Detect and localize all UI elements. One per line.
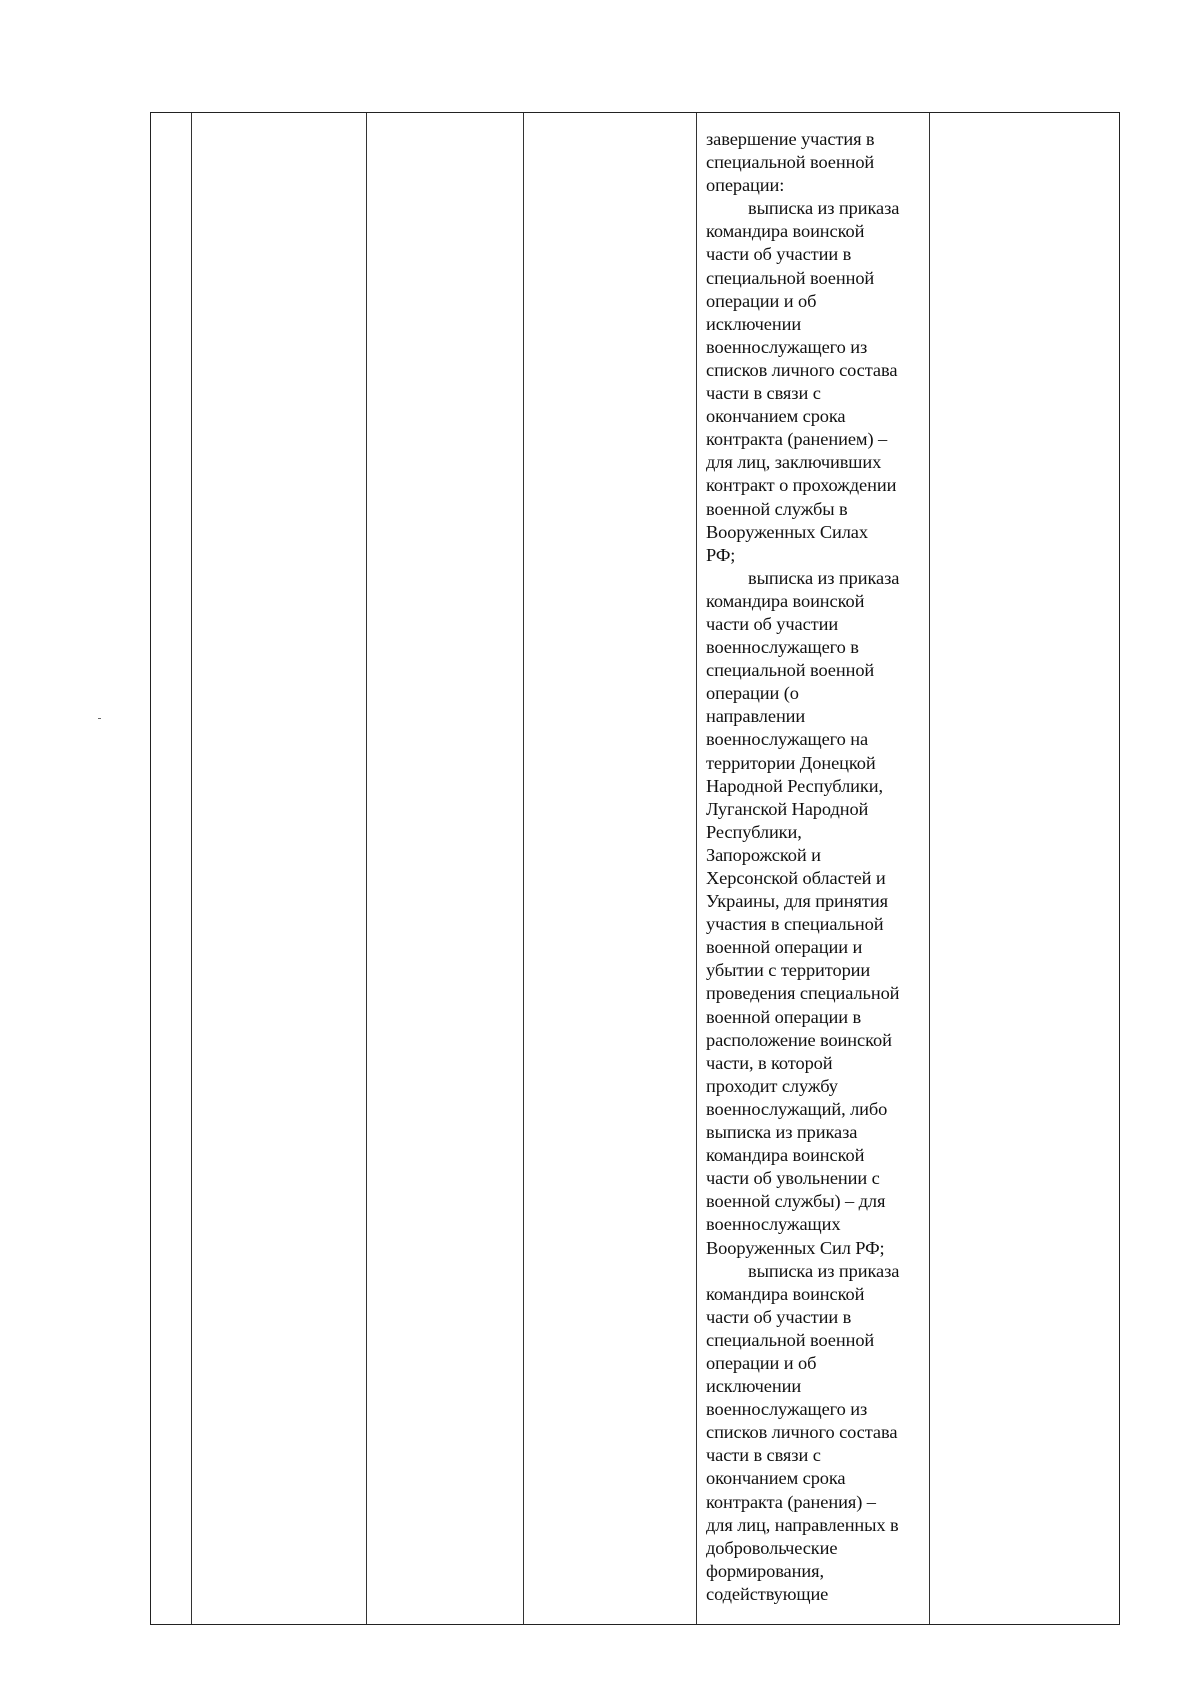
text-line: специальной военной: [706, 152, 875, 173]
text-line: Украины, для принятия: [706, 891, 888, 912]
text-line: убытии с территории: [706, 960, 871, 981]
text-line: участия в специальной: [706, 914, 884, 935]
column-divider-1: [191, 113, 192, 1624]
text-line: военнослужащего в: [706, 637, 859, 658]
text-line: части об участии: [706, 613, 839, 634]
text-line: военной операции в: [706, 1006, 862, 1027]
text-line: выписка из приказа: [706, 1122, 858, 1143]
table: [150, 112, 1120, 1625]
text-line: операции (о: [706, 683, 799, 704]
text-line: для лиц, заключивших: [706, 452, 882, 473]
text-line: военнослужащего из: [706, 336, 868, 357]
text-line: направлении: [706, 706, 806, 727]
text-line: завершение участия в: [706, 129, 875, 149]
text-line: командира воинской: [706, 1145, 865, 1166]
text-line: исключении: [706, 1376, 802, 1397]
text-line: окончанием срока: [706, 1468, 846, 1489]
text-line: списков личного состава: [706, 359, 898, 380]
text-line: военной службы в: [706, 498, 848, 519]
text-line: Запорожской и: [706, 844, 821, 865]
text-line: проведения специальной: [706, 983, 900, 1004]
text-line: военной службы) – для: [706, 1191, 886, 1212]
text-line: формирования,: [706, 1560, 824, 1581]
text-line: части об увольнении с: [706, 1168, 880, 1189]
text-line: военнослужащего из: [706, 1399, 868, 1420]
text-line: списков личного состава: [706, 1422, 898, 1443]
column-divider-3: [523, 113, 524, 1624]
text-line: выписка из приказа: [748, 1260, 900, 1281]
text-line: военной операции и: [706, 937, 863, 958]
table-cell-requirements-text: [706, 128, 926, 1606]
text-line: выписка из приказа: [748, 567, 900, 588]
text-line: Народной Республики,: [706, 775, 883, 796]
text-line: содействующие: [706, 1583, 829, 1604]
text-line: специальной военной: [706, 1329, 875, 1350]
text-line: военнослужащий, либо: [706, 1098, 888, 1119]
column-divider-4: [696, 113, 697, 1624]
text-line: операции:: [706, 175, 785, 196]
column-divider-2: [366, 113, 367, 1624]
text-line: командира воинской: [706, 221, 865, 242]
text-line: РФ;: [706, 544, 736, 565]
text-line: специальной военной: [706, 660, 875, 681]
text-line: Луганской Народной: [706, 798, 869, 819]
text-line: части, в которой: [706, 1052, 833, 1073]
text-line: специальной военной: [706, 267, 875, 288]
text-line: военнослужащих: [706, 1214, 841, 1235]
text-line: проходит службу: [706, 1075, 838, 1096]
text-line: окончанием срока: [706, 406, 846, 427]
text-line: добровольческие: [706, 1537, 838, 1558]
text-line: Республики,: [706, 821, 802, 842]
text-line: части об участии в: [706, 244, 852, 265]
text-line: для лиц, направленных в: [706, 1514, 899, 1535]
text-line: территории Донецкой: [706, 752, 876, 773]
text-line: Вооруженных Силах: [706, 521, 868, 542]
text-line: части об участии в: [706, 1306, 852, 1327]
text-line: исключении: [706, 313, 802, 334]
text-line: контракт о прохождении: [706, 475, 897, 496]
scan-speck: [98, 718, 101, 719]
text-line: военнослужащего на: [706, 729, 869, 750]
text-line: командира воинской: [706, 590, 865, 611]
text-line: расположение воинской: [706, 1029, 892, 1050]
text-line: Херсонской областей и: [706, 868, 886, 888]
text-line: командира воинской: [706, 1283, 865, 1304]
text-line: операции и об: [706, 290, 817, 311]
text-line: контракта (ранением) –: [706, 429, 888, 450]
text-line: выписка из приказа: [748, 198, 900, 219]
text-line: части в связи с: [706, 1445, 821, 1466]
column-divider-5: [929, 113, 930, 1624]
text-line: части в связи с: [706, 383, 821, 404]
text-line: контракта (ранения) –: [706, 1491, 876, 1512]
text-line: Вооруженных Сил РФ;: [706, 1237, 885, 1258]
text-line: операции и об: [706, 1352, 817, 1373]
